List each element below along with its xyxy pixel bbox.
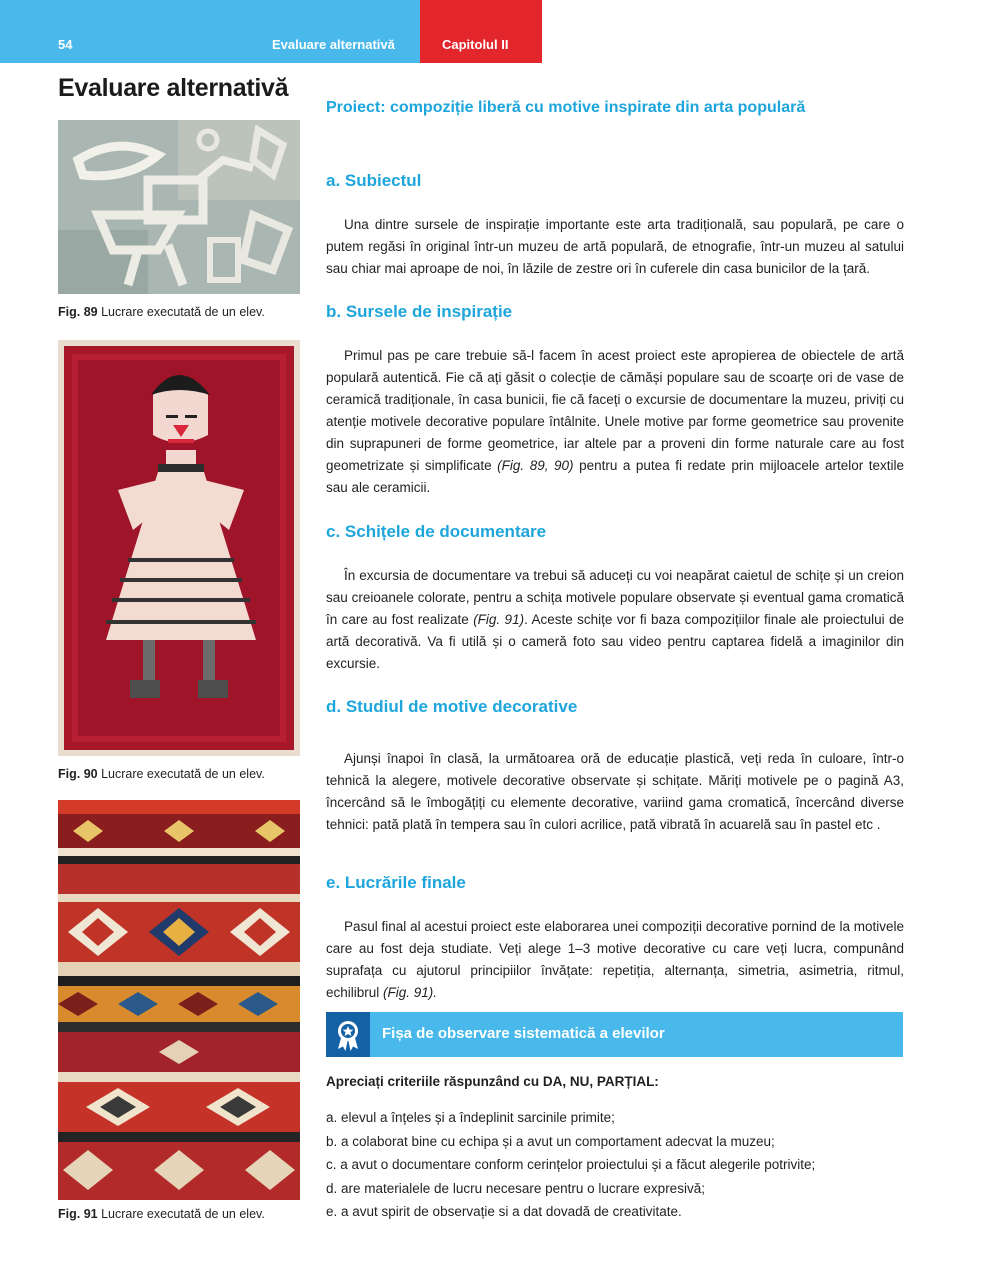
figure-91-image	[58, 800, 300, 1200]
section-a-text: Una dintre sursele de inspirație importante este arta tradițională, sau populară, pe care o putem regăsi în original într-un muzeu de artă populară, de etnografie, într-un muzeu al satului sau chiar mai aproape de noi, în lăzile de zestre ori în cuferele din casa bunicilor de la țară.	[326, 217, 904, 276]
figure-89-caption: Fig. 89 Lucrare executată de un elev.	[58, 305, 265, 319]
section-c-heading: c. Schițele de documentare	[326, 522, 547, 541]
criteria-item: b. a colaborat bine cu echipa și a avut un comportament adecvat la muzeu;	[326, 1133, 775, 1149]
section-c-text: În excursia de documentare va trebui să aduceți cu voi neapărat caietul de schițe și un creion sau creioanele colorate, pentru a schița motivele populare observate și eventual gama cromatică în care au fost realizate (Fig. 91). Aceste schițe vor fi baza compozițiilor finale ale proiectului de artă decorativă. Va fi utilă și o cameră foto sau video pentru captarea fidelă a imaginilor din excursie.	[326, 568, 904, 671]
criteria-item: c. a avut o documentare conform cerințelor proiectului și a făcut alegerile potrivite;	[326, 1157, 816, 1172]
header-bar	[0, 0, 420, 63]
section-e-text: Pasul final al acestui proiect este elaborarea unei compoziții decorative pornind de la motivele care au fost deja studiate. Veți alege 1–3 motive decorative cu care veți lucra, compunând suprafața cu ajutorul principiilor învățate: repetiția, alternanța, simetria, asimetria, ritmul, echilibrul (Fig. 91).	[326, 919, 904, 1000]
criteria-item: e. a avut spirit de observație si a dat dovadă de creativitate.	[326, 1204, 682, 1219]
section-b-heading: b. Sursele de inspirație	[326, 302, 513, 321]
observation-sheet-banner	[326, 1012, 903, 1057]
figure-90-caption: Fig. 90 Lucrare executată de un elev.	[58, 767, 265, 781]
figure-89-image	[58, 120, 300, 294]
criteria-item: d. are materialele de lucru necesare pentru o lucrare expresivă;	[326, 1180, 705, 1196]
criteria-instruction: Apreciați criteriile răspunzând cu DA, NU, PARȚIAL:	[326, 1074, 659, 1089]
observation-sheet-title: Fișa de observare sistematică a elevilor	[382, 1025, 665, 1042]
section-e-heading: e. Lucrările finale	[326, 873, 466, 892]
section-d-heading: d. Studiul de motive decorative	[326, 697, 578, 716]
header-section: Evaluare alternativă	[272, 37, 395, 52]
criteria-list	[326, 1106, 815, 1224]
page-number: 54	[58, 37, 73, 52]
header-chapter: Capitolul II	[442, 37, 509, 52]
figure-90-image	[58, 340, 300, 756]
chapter-tab	[420, 0, 542, 63]
page-title: Evaluare alternativă	[58, 74, 289, 102]
criteria-item: a. elevul a înțeles și a îndeplinit sarcinile primite;	[326, 1110, 615, 1125]
section-a-heading: a. Subiectul	[326, 171, 422, 190]
section-d-text: Ajunși înapoi în clasă, la următoarea oră de educație plastică, veți reda în culoare, într-o tehnică la alegere, motivele decorative observate și schițate. Măriți motivele pe o pagină A3, încercând să le îmbogățiți cu elemente decorative, variind gama cromatică, încercând diverse tehnici: pată plată în tempera sau în culori acrilice, pată vibrată în acuarelă sau în pastel etc .	[326, 751, 904, 832]
figure-91-caption: Fig. 91 Lucrare executată de un elev.	[58, 1207, 265, 1221]
section-b-text: Primul pas pe care trebuie să-l facem în acest proiect este apropierea de obiectele de artă populară autentică. Fie că ați găsit o colecție de cămăși populare sau de scoarțe ori de vase de ceramică tradiționale, în casa bunicii, fie că faceți o excursie de documentare la muzeu, priviți cu atenție motivele decorative populare întâlnite. Unele motive par forme geometrice sau provenite din suprapuneri de forme geometrice, iar altele par a proveni din forme naturale care au fost geometrizate și simplificate (Fig. 89, 90) pentru a putea fi redate prin mijloacele artelor textile sau ale ceramicii.	[326, 348, 905, 495]
project-title: Proiect: compoziție liberă cu motive inspirate din arta populară	[326, 99, 806, 116]
award-badge-icon	[326, 1012, 370, 1057]
